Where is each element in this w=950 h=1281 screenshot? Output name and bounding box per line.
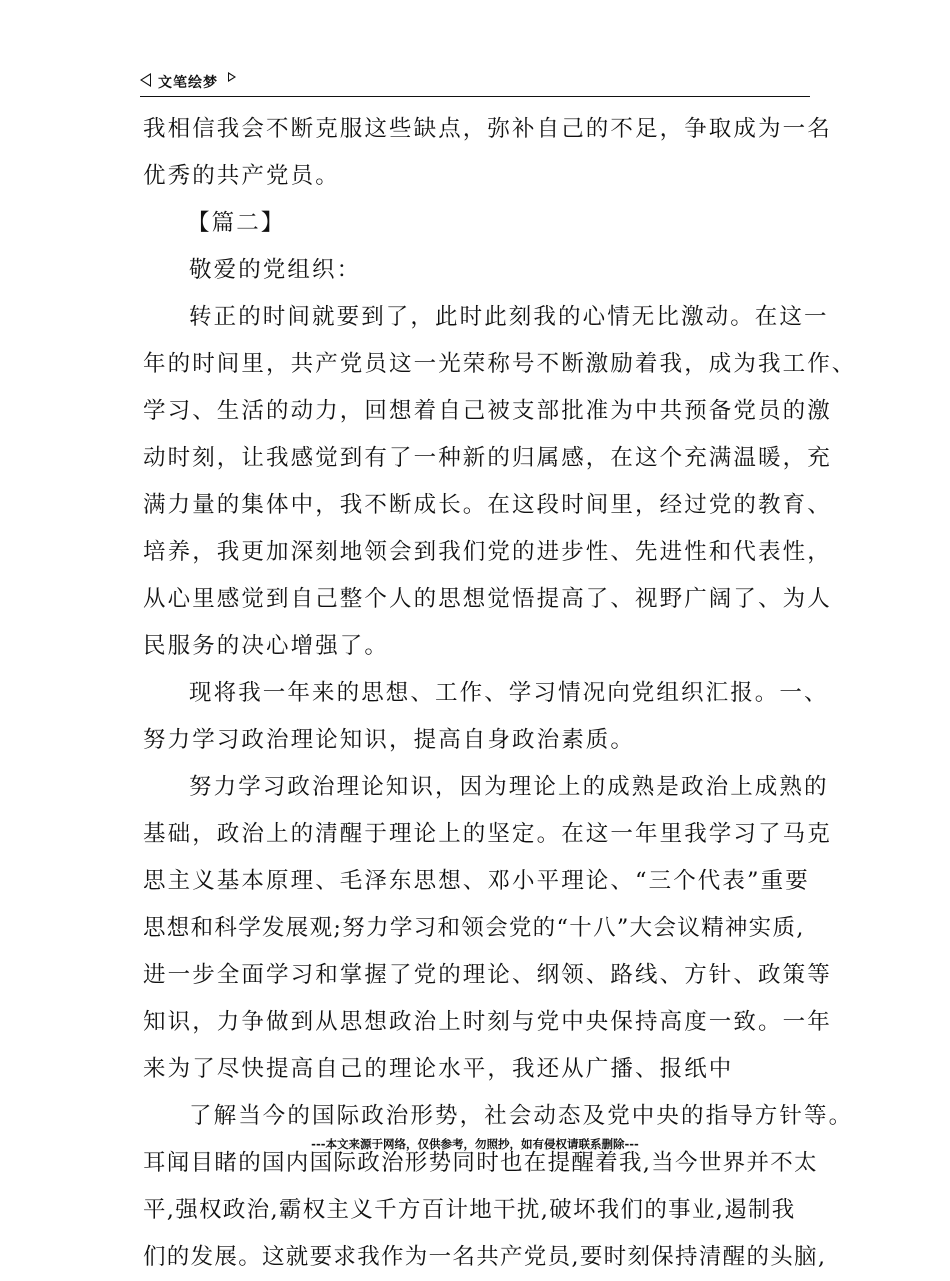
salutation: 敬爱的党组织： xyxy=(189,257,362,283)
text-line: 培养，我更加深刻地领会到我们党的进步性、先进性和代表性， xyxy=(143,539,832,565)
text-line: 我相信我会不断克服这些缺点，弥补自己的不足，争取成为一名 xyxy=(143,116,832,142)
text-line: 们的发展。这就要求我作为一名共产党员,要时刻保持清醒的头脑, xyxy=(143,1244,827,1270)
text-line: 思想和科学发展观;努力学习和领会党的“十八”大会议精神实质, xyxy=(143,915,805,941)
text-line: 了解当今的国际政治形势，社会动态及党中央的指导方针等。 xyxy=(189,1103,854,1129)
text-line: 平,强权政治,霸权主义千方百计地干扰,破坏我们的事业,遏制我 xyxy=(143,1197,796,1223)
text-line: 优秀的共产党员。 xyxy=(143,163,340,189)
text-line: 满力量的集体中，我不断成长。在这段时间里，经过党的教育、 xyxy=(143,492,832,518)
text-line: 基础，政治上的清醒于理论上的坚定。在这一年里我学习了马克 xyxy=(143,821,832,847)
section-heading: 【篇二】 xyxy=(187,210,286,236)
text-line: 思主义基本原理、毛泽东思想、邓小平理论、“三个代表”重要 xyxy=(143,868,810,894)
text-line: 从心里感觉到自己整个人的思想觉悟提高了、视野广阔了、为人 xyxy=(143,586,832,612)
text-line: 民服务的决心增强了。 xyxy=(143,633,390,659)
footer-disclaimer: ---本文来源于网络，仅供参考，勿照抄，如有侵权请联系删除--- xyxy=(311,1137,639,1151)
text-line: 努力学习政治理论知识，提高自身政治素质。 xyxy=(143,727,636,753)
text-line: 耳闻目睹的国内国际政治形势同时也在提醒着我,当今世界并不太 xyxy=(143,1150,818,1176)
text-line: 来为了尽快提高自己的理论水平，我还从广播、报纸中 xyxy=(143,1056,734,1082)
text-line: 知识，力争做到从思想政治上时刻与党中央保持高度一致。一年 xyxy=(143,1009,832,1035)
right-triangle-icon xyxy=(228,72,236,82)
text-line: 年的时间里，共产党员这一光荣称号不断激励着我，成为我工作、 xyxy=(143,351,857,377)
text-line: 努力学习政治理论知识，因为理论上的成熟是政治上成熟的 xyxy=(189,774,829,800)
page-header xyxy=(140,70,810,97)
text-line: 动时刻，让我感觉到有了一种新的归属感，在这个充满温暖，充 xyxy=(143,445,832,471)
text-line: 转正的时间就要到了，此时此刻我的心情无比激动。在这一 xyxy=(189,304,829,330)
text-line: 进一步全面学习和掌握了党的理论、纲领、路线、方针、政策等 xyxy=(143,962,832,988)
text-line: 学习、生活的动力，回想着自己被支部批准为中共预备党员的激 xyxy=(143,398,832,424)
left-triangle-icon xyxy=(140,73,151,87)
document-body xyxy=(143,106,857,1281)
text-line: 现将我一年来的思想、工作、学习情况向党组织汇报。一、 xyxy=(189,680,829,706)
brand-title: 文笔绘梦 xyxy=(158,75,218,91)
